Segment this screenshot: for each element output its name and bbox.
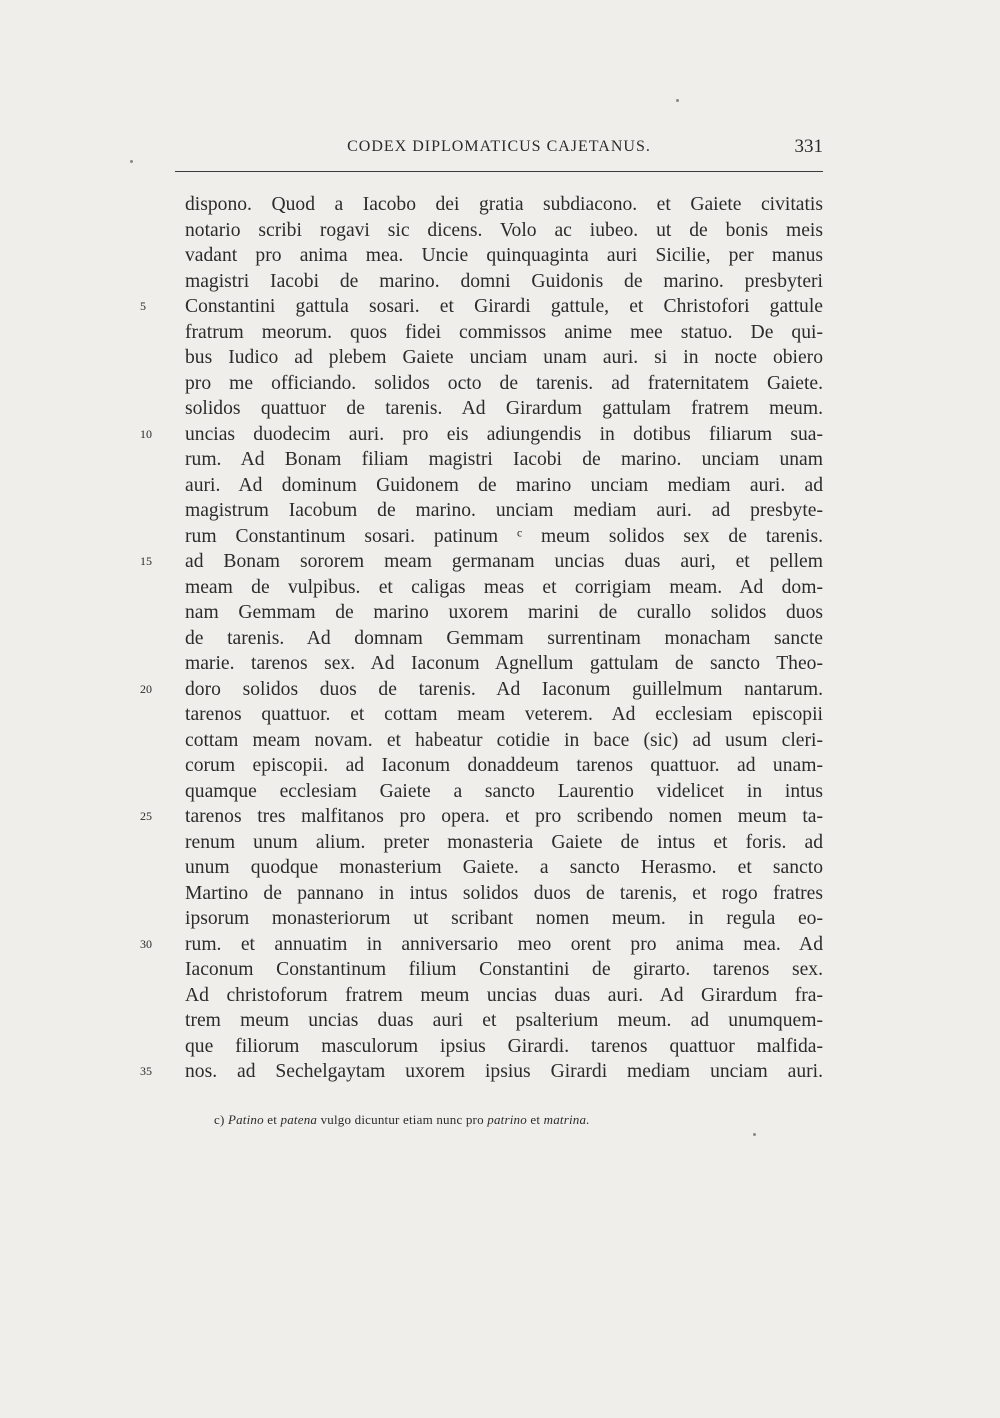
text-line: dispono. Quod a Iacobo dei gratia subdiacono. et Gaiete civitatis bbox=[185, 194, 823, 215]
line-number bbox=[140, 779, 170, 805]
line-number bbox=[140, 473, 170, 499]
text-line: Constantini gattula sosari. et Girardi gattule, et Christofori gattule bbox=[185, 296, 823, 317]
text-line: doro solidos duos de tarenis. Ad Iaconum guillelmum nantarum. bbox=[185, 678, 823, 700]
line-number bbox=[140, 753, 170, 779]
text-line: Iaconum Constantinum filium Constantini de girarto. tarenos sex. bbox=[185, 959, 823, 980]
line-number bbox=[140, 1034, 170, 1060]
text-line: ipsorum monasteriorum ut scribant nomen meum. in regula eo- bbox=[185, 908, 823, 929]
line-number bbox=[140, 396, 170, 422]
text-line: tarenos quattuor. et cottam meam veterem. Ad ecclesiam episcopii bbox=[185, 704, 823, 725]
line-number bbox=[140, 371, 170, 397]
text-line: que filiorum masculorum ipsius Girardi. tarenos quattuor malfida- bbox=[185, 1035, 823, 1057]
line-number bbox=[140, 524, 170, 550]
body-text bbox=[185, 192, 823, 1085]
text-line: de tarenis. Ad domnam Gemmam surrentinam monacham sancte bbox=[185, 627, 823, 649]
line-number bbox=[140, 218, 170, 244]
line-number: 25 bbox=[140, 809, 152, 823]
footnote-term: patrino bbox=[487, 1112, 527, 1127]
line-number bbox=[140, 957, 170, 983]
text-line: rum. et annuatim in anniversario meo orent pro anima mea. Ad bbox=[185, 933, 823, 955]
line-number bbox=[140, 345, 170, 371]
line-number bbox=[140, 881, 170, 907]
line-number bbox=[140, 320, 170, 346]
paper-speck bbox=[753, 1133, 756, 1136]
footnote-conjunction: et bbox=[530, 1112, 541, 1127]
line-number bbox=[140, 498, 170, 524]
line-number bbox=[140, 575, 170, 601]
text-line: Ad christoforum fratrem meum uncias duas auri. Ad Girardum fra- bbox=[185, 984, 823, 1006]
text-line: vadant pro anima mea. Uncie quinquaginta auri Sicilie, per manus bbox=[185, 245, 823, 266]
text-line: bus Iudico ad plebem Gaiete unciam unam auri. si in nocte obiero bbox=[185, 347, 823, 368]
text-line: Martino de pannano in intus solidos duos de tarenis, et rogo fratres bbox=[185, 882, 823, 904]
page-number: 331 bbox=[794, 136, 823, 157]
text-line: notario scribi rogavi sic dicens. Volo ac iubeo. ut de bonis meis bbox=[185, 219, 823, 241]
text-line: auri. Ad dominum Guidonem de marino unciam mediam auri. ad bbox=[185, 474, 823, 496]
line-number bbox=[140, 1008, 170, 1034]
text-line: magistri Iacobi de marino. domni Guidonis de marino. presbyteri bbox=[185, 270, 823, 292]
line-number: 15 bbox=[140, 554, 152, 568]
line-number-column bbox=[140, 192, 170, 1085]
footnote-term: patena bbox=[280, 1112, 318, 1127]
line-number bbox=[140, 855, 170, 881]
line-number: 35 bbox=[140, 1064, 152, 1078]
text-line: uncias duodecim auri. pro eis adiungendis in dotibus filiarum sua- bbox=[185, 423, 823, 445]
line-number: 20 bbox=[140, 681, 152, 696]
line-number: 5 bbox=[140, 299, 146, 313]
footnote bbox=[214, 1112, 814, 1128]
text-line: corum episcopii. ad Iaconum donaddeum tarenos quattuor. ad unam- bbox=[185, 755, 823, 776]
text-line: nam Gemmam de marino uxorem marini de curallo solidos duos bbox=[185, 602, 823, 623]
text-line: marie. tarenos sex. Ad Iaconum Agnellum gattulam de sancto Theo- bbox=[185, 653, 823, 674]
text-line: rum Constantinum sosari. patinum ᶜ meum solidos sex de tarenis. bbox=[185, 525, 823, 547]
line-number: 10 bbox=[140, 426, 152, 441]
line-number bbox=[140, 983, 170, 1009]
line-number bbox=[140, 626, 170, 652]
text-line: trem meum uncias duas auri et psalterium meum. ad unumquem- bbox=[185, 1010, 823, 1031]
text-line: ad Bonam sororem meam germanam uncias duas auri, et pellem bbox=[185, 551, 823, 572]
footnote-term: matrina. bbox=[543, 1112, 590, 1127]
line-number bbox=[140, 600, 170, 626]
text-line: pro me officiando. solidos octo de tarenis. ad fraternitatem Gaiete. bbox=[185, 372, 823, 394]
text-line: nos. ad Sechelgaytam uxorem ipsius Girardi mediam unciam auri. bbox=[185, 1061, 823, 1082]
line-number bbox=[140, 447, 170, 473]
header-rule bbox=[175, 171, 823, 172]
line-number bbox=[140, 651, 170, 677]
text-line: tarenos tres malfitanos pro opera. et pro scribendo nomen meum ta- bbox=[185, 806, 823, 827]
footnote-term: Patino bbox=[227, 1112, 264, 1127]
running-head bbox=[175, 138, 823, 170]
text-line: renum unum alium. preter monasteria Gaiete de intus et foris. ad bbox=[185, 831, 823, 853]
text-line: solidos quattuor de tarenis. Ad Girardum gattulam fratrem meum. bbox=[185, 398, 823, 419]
line-number bbox=[140, 830, 170, 856]
text-line: rum. Ad Bonam filiam magistri Iacobi de marino. unciam unam bbox=[185, 449, 823, 470]
paper-speck bbox=[130, 160, 133, 163]
line-number bbox=[140, 192, 170, 218]
text-line: cottam meam novam. et habeatur cotidie in bace (sic) ad usum cleri- bbox=[185, 729, 823, 751]
line-number: 30 bbox=[140, 936, 152, 951]
footnote-marker: c) bbox=[214, 1112, 225, 1127]
text-line: meam de vulpibus. et caligas meas et corrigiam meam. Ad dom- bbox=[185, 576, 823, 598]
running-title: CODEX DIPLOMATICUS CAJETANUS. bbox=[347, 138, 651, 155]
text-line: quamque ecclesiam Gaiete a sancto Laurentio videlicet in intus bbox=[185, 780, 823, 802]
text-line: unum quodque monasterium Gaiete. a sancto Herasmo. et sancto bbox=[185, 857, 823, 878]
paper-speck bbox=[676, 99, 679, 102]
line-number bbox=[140, 269, 170, 295]
line-number bbox=[140, 906, 170, 932]
line-number bbox=[140, 728, 170, 754]
line-number bbox=[140, 702, 170, 728]
footnote-text: vulgo dicuntur etiam nunc pro bbox=[320, 1112, 484, 1127]
text-line: magistrum Iacobum de marino. unciam mediam auri. ad presbyte- bbox=[185, 500, 823, 521]
line-number bbox=[140, 243, 170, 269]
footnote-conjunction: et bbox=[267, 1112, 278, 1127]
text-line: fratrum meorum. quos fidei commissos anime mee statuo. De qui- bbox=[185, 321, 823, 343]
